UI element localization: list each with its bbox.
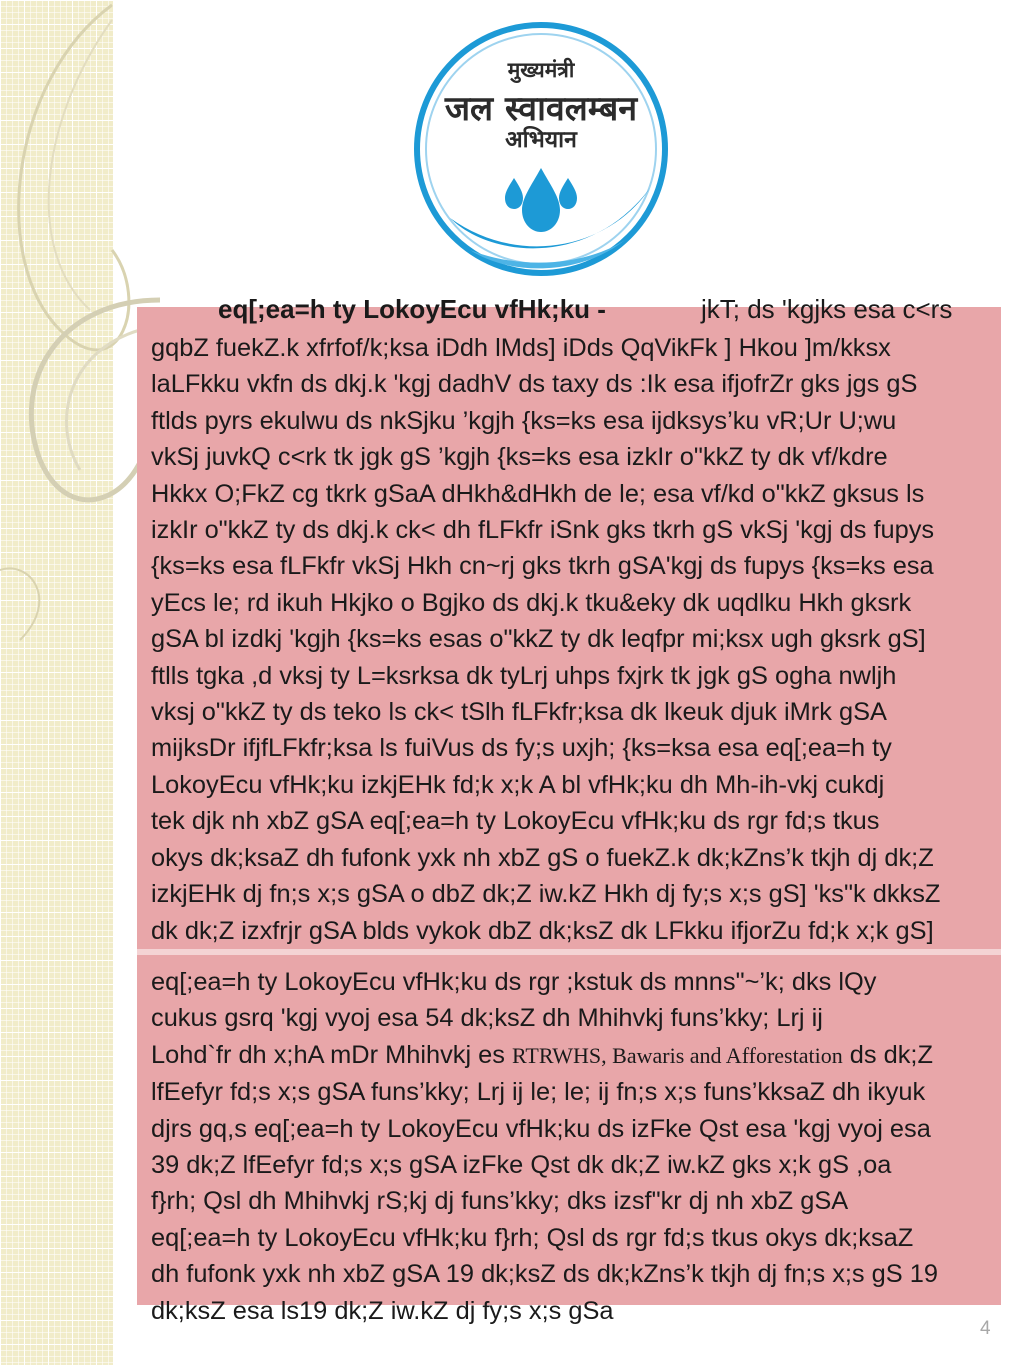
paragraph-1-line: vkSj juvkQ c<rk tk jgk gS ’kgjh {ks=ks esa izkIr o"kkZ ty dk vf/kdre	[151, 443, 888, 472]
paragraph-1-line: dk dk;Z izxfrjr gSA blds vykok dbZ dk;ksZ dk LFkku ifjorZu fd;k x;k gS]	[151, 916, 934, 945]
heading-title: eq[;ea=h ty LokoyEcu vfHk;ku -	[218, 294, 606, 324]
paragraph-2-line: cukus gsrq 'kgj vyoj esa 54 dk;ksZ dh Mhihvkj funs’kky; Lrj ij	[151, 1004, 823, 1033]
paragraph-2-line: lfEefyr fd;s x;s gSA funs’kky; Lrj ij le; le; ij fn;s x;s funs’kksaZ dh ikyuk	[151, 1078, 926, 1107]
paragraph-1-line: izkjEHk dj fn;s x;s gSA o dbZ dk;Z iw.kZ Hkh dj fy;s x;s gS] 'ks"k dkksZ	[151, 880, 941, 909]
paragraph-1-line: tek djk nh xbZ gSA eq[;ea=h ty LokoyEcu vfHk;ku ds rgr fd;s tkus	[151, 807, 880, 836]
paragraph-2-line3-end: ds dk;Z	[842, 1040, 933, 1069]
paragraph-1-line: laLFkku vkfn ds dkj.k 'kgj dadhV ds taxy ds :Ik esa ifjofrZr gks jgs gS	[151, 370, 918, 399]
decorative-grid-strip	[0, 0, 113, 1365]
logo-title-line1: मुख्यमंत्री	[507, 58, 575, 82]
paragraph-1-line: LokoyEcu vfHk;ku izkjEHk fd;k x;k A bl vfHk;ku dh Mh-ih-vkj cukdj	[151, 770, 885, 799]
paragraph-2-line: dk;ksZ esa ls19 dk;Z iw.kZ dj fy;s x;s gSa	[151, 1296, 614, 1325]
logo-title-line2: जल स्वावलम्बन	[444, 89, 638, 129]
paragraph-2-english-terms: RTRWHS, Bawaris and Afforestation	[512, 1042, 843, 1068]
paragraph-2-line: eq[;ea=h ty LokoyEcu vfHk;ku f}rh; Qsl ds rgr fd;s tkus okys dk;ksaZ	[151, 1223, 914, 1252]
paragraph-1-line: okys dk;ksaZ dh fufonk yxk nh xbZ gS o fuekZ.k dk;kZns’k tkjh dj dk;Z	[151, 843, 934, 872]
paragraph-1-line: yEcs le; rd ikuh Hkjko o Bgjko ds dkj.k tku&eky dk uqdlku Hkh gksrk	[151, 588, 912, 617]
paragraph-2-line: f}rh; Qsl dh Mhihvkj rS;kj dj funs’kky; dks izsf"kr dj nh xbZ gSA	[151, 1187, 849, 1216]
page-number: 4	[980, 1318, 991, 1339]
paragraph-2-line	[151, 1037, 1001, 1074]
paragraph-1-line: ftlls tgka ,d vksj ty L=ksrksa dk tyLrj uhps fxjrk tk jgk gS ogha nwljh	[151, 661, 897, 690]
section-heading	[218, 294, 998, 330]
paragraph-2-line: djrs gq,s eq[;ea=h ty LokoyEcu vfHk;ku ds izFke Qst esa 'kgj vyoj esa	[151, 1114, 931, 1143]
paragraph-2-line: eq[;ea=h ty LokoyEcu vfHk;ku ds rgr ;kstuk ds mnns"~’k; dks lQy	[151, 968, 877, 996]
paragraph-1-line: gqbZ fuekZ.k xfrfof/k;ksa iDdh lMds] iDds QqVikFk ] Hkou ]m/kksx	[151, 334, 891, 362]
paragraph-1	[151, 330, 1001, 949]
panel-separator	[137, 949, 1001, 955]
paragraph-1-line: {ks=ks esa fLFkfr vkSj Hkh cn~rj gks tkrh gSA'kgj ds fupys {ks=ks esa	[151, 552, 934, 581]
paragraph-1-line: izkIr o"kkZ ty ds dkj.k ck< dh fLFkfr iSnk gks tkrh gS vkSj 'kgj ds fupys	[151, 516, 935, 545]
paragraph-1-line: vksj o"kkZ ty ds teko ls ck< tSlh fLFkfr;ksa dk lkeuk djuk iMrk gSA	[151, 698, 887, 727]
paragraph-2-line3-start: Lohd`fr dh x;hA mDr Mhihvkj es	[151, 1040, 513, 1069]
logo-title-line3: अभियान	[505, 127, 577, 153]
paragraph-2	[151, 964, 1001, 1329]
jal-swavlamban-logo	[410, 18, 672, 280]
paragraph-2-line: 39 dk;Z lfEefyr fd;s x;s gSA izFke Qst dk dk;Z iw.kZ gks x;k gS ,oa	[151, 1151, 892, 1180]
heading-continuation: jkT; ds 'kgjks esa c<rs	[701, 294, 953, 324]
paragraph-1-line: mijksDr ifjfLFkfr;ksa ls fuiVus ds fy;s uxjh; {ks=ksa esa eq[;ea=h ty	[151, 734, 892, 763]
paragraph-1-line: ftlds pyrs ekulwu ds nkSjku ’kgjh {ks=ks esa ijdksys’ku vR;Ur U;wu	[151, 406, 897, 435]
paragraph-1-line: Hkkx O;FkZ cg tkrk gSaA dHkh&dHkh de le; esa vf/kd o"kkZ gksus ls	[151, 479, 925, 508]
paragraph-1-line: gSA bl izdkj 'kgjh {ks=ks esas o"kkZ ty dk leqfpr mi;ksx ugh gksrk gS]	[151, 625, 926, 654]
paragraph-2-line: dh fufonk yxk nh xbZ gSA 19 dk;ksZ ds dk;kZns’k tkjh dj fn;s x;s gS 19	[151, 1260, 938, 1289]
